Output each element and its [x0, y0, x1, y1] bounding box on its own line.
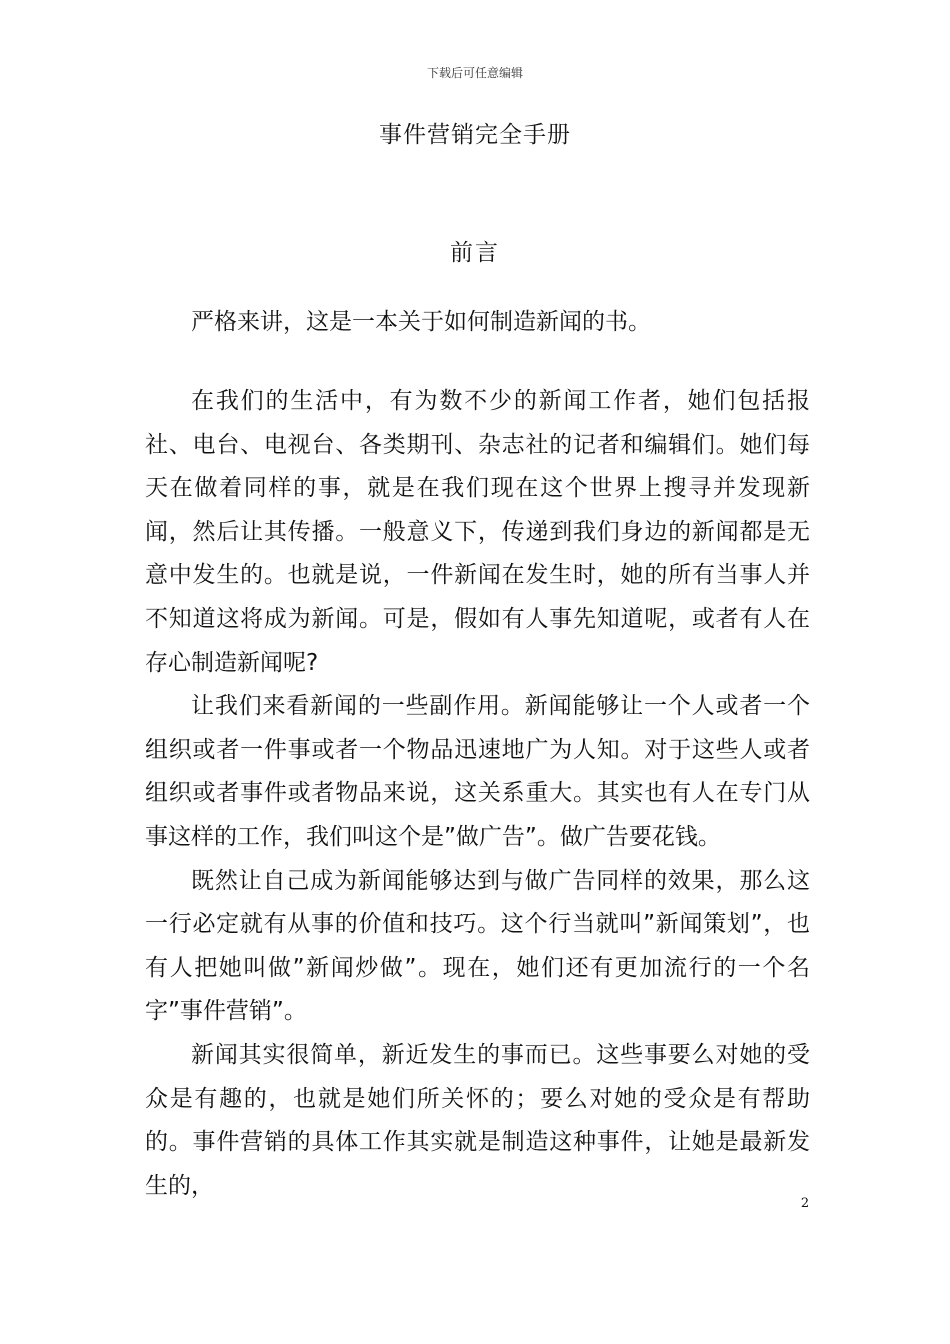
paragraph: 新闻其实很简单，新近发生的事而已。这些事要么对她的受众是有趣的，也就是她们所关怀的；要么对她的受众是有帮助的。事件营销的具体工作其实就是制造这种事件，让她是最新发生的， [145, 1041, 810, 1199]
paragraph: 在我们的生活中，有为数不少的新闻工作者，她们包括报社、电台、电视台、各类期刊、杂志社的记者和编辑们。她们每天在做着同样的事，就是在我们现在这个世界上搜寻并发现新闻，然后让其传播。一般意义下，传递到我们身边的新闻都是无意中发生的。也就是说，一件新闻在发生时，她的所有当事人并不知道这将成为新闻。可是，假如有人事先知道呢，或者有人在存心制造新闻呢? [145, 388, 810, 676]
paragraph: 既然让自己成为新闻能够达到与做广告同样的效果，那么这一行必定就有从事的价值和技巧。这个行当就叫”新闻策划”，也有人把她叫做”新闻炒做”。现在，她们还有更加流行的一个名字”事件营销”。 [145, 867, 810, 1025]
paragraph: 让我们来看新闻的一些副作用。新闻能够让一个人或者一个组织或者一件事或者一个物品迅速地广为人知。对于这些人或者组织或者事件或者物品来说，这关系重大。其实也有人在专门从事这样的工作，我们叫这个是”做广告”。做广告要花钱。 [145, 693, 810, 850]
header-note: 下载后可任意编辑 [426, 66, 523, 80]
body-text [145, 380, 810, 1208]
intro-paragraph: 严格来讲，这是一本关于如何制造新闻的书。 [191, 309, 651, 335]
section-title: 前言 [450, 240, 500, 266]
page-number: 2 [800, 1196, 810, 1211]
document-title: 事件营销完全手册 [379, 122, 571, 148]
